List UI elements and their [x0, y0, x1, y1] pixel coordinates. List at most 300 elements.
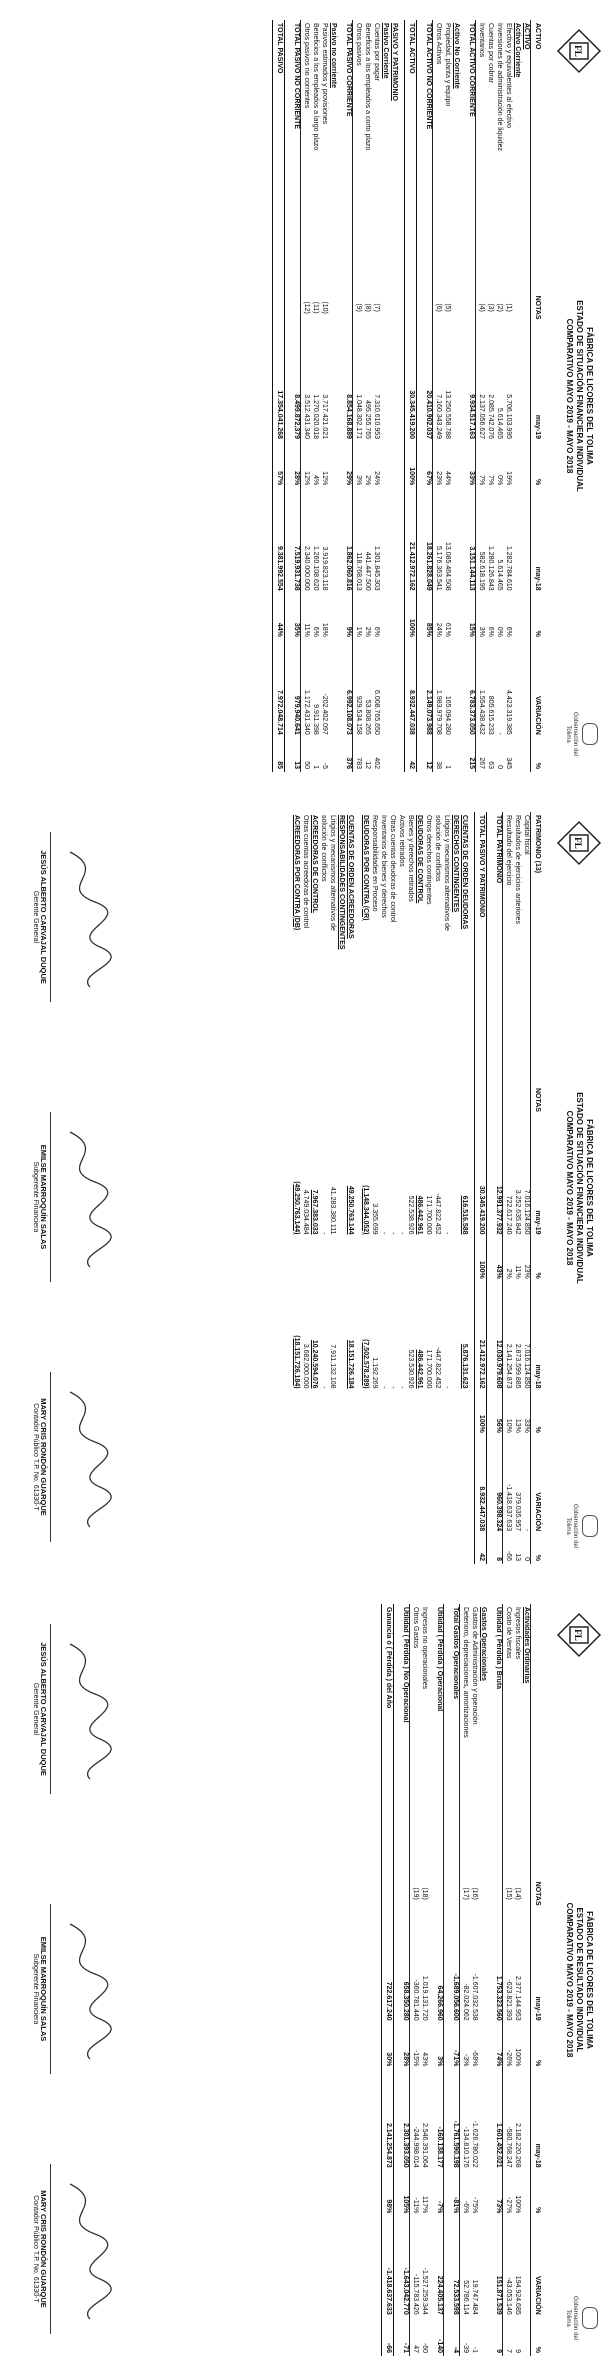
- cell-var: 979.940.641: [291, 640, 301, 738]
- report-subtitle: ESTADO DE SITUACIÓN FINANCIERA INDIVIDUAL: [575, 1092, 584, 1284]
- cell-p2: [459, 1392, 468, 1436]
- cell-var: 165.094.280: [444, 695, 452, 735]
- cell-p2: [318, 1392, 327, 1436]
- cell-pv: [428, 2318, 434, 2356]
- cell-p1: [521, 442, 531, 488]
- cell-nota: [343, 279, 353, 337]
- cell-var: 19.747.484: [471, 2279, 479, 2315]
- cell-var: [432, 1436, 441, 1534]
- cell-v2: 18.261.828.049: [423, 488, 433, 594]
- cell-p2: 11%: [303, 623, 311, 637]
- cell-pv: 13: [291, 738, 301, 772]
- cell-var: [396, 1436, 405, 1534]
- government-logo: Gobernación del Tolima: [564, 1496, 598, 1556]
- cell-nota: [327, 1072, 336, 1128]
- cell-v1: -82.024.062: [462, 1983, 470, 2021]
- cell-v2: -: [380, 1386, 388, 1389]
- cell-v2: 486.442.961: [416, 1349, 424, 1389]
- table-row: [466, 20, 476, 772]
- cell-nota: [459, 1072, 468, 1128]
- table-row: [362, 20, 371, 772]
- cell-p1: [378, 1238, 387, 1282]
- cell-nota: [387, 1072, 396, 1128]
- column-header: may-19: [531, 1128, 542, 1238]
- cell-v2: 1.301.845.303: [373, 545, 381, 591]
- report-subtitle: ESTADO DE RESULTADO INDIVIDUAL: [575, 1907, 584, 2053]
- cell-nota: (5): [444, 303, 452, 312]
- cell-v1: 3.717.421.021: [321, 394, 329, 440]
- cell-pv: [336, 1534, 345, 1564]
- cell-p2: [328, 594, 337, 640]
- column-header: [531, 1604, 542, 1865]
- cell-p2: -7%: [434, 2171, 444, 2217]
- table-row: [354, 812, 360, 1564]
- table-row: [405, 812, 414, 1564]
- table-row: [512, 812, 521, 1564]
- cell-v1: [394, 1922, 401, 2023]
- cell-v1: [512, 337, 521, 443]
- cell-pv: -4: [450, 2318, 460, 2356]
- cell-p2: -27%: [505, 2197, 513, 2214]
- rotated-sheet: [0, 1584, 612, 2376]
- column-header: %: [531, 2171, 542, 2217]
- row-label: [487, 812, 494, 1072]
- cell-p1: [396, 1238, 405, 1282]
- cell-nota: [503, 1072, 513, 1128]
- table-row: [309, 812, 318, 1564]
- cell-p1: 11%: [514, 1265, 522, 1279]
- cell-var: 805.615.233: [487, 695, 495, 735]
- cell-v1: 2.085.742.076: [487, 394, 495, 440]
- cell-p2: [369, 1392, 378, 1436]
- row-label: Pasivo Corriente: [382, 23, 390, 79]
- signer-role: Subgerente Financiera: [31, 1161, 39, 1233]
- column-header: %: [531, 1392, 542, 1436]
- cell-pv: [337, 738, 343, 772]
- table-row: [442, 20, 451, 772]
- cell-nota: [273, 279, 285, 337]
- table-row: [503, 1604, 513, 2356]
- table-row: [451, 20, 460, 772]
- cell-v2: 118.768.013: [355, 552, 363, 591]
- cell-v2: [478, 2069, 487, 2170]
- cell-p1: 4%: [312, 475, 320, 486]
- row-label: TOTAL ACTIVO NO CORRIENTE: [423, 20, 433, 279]
- cell-p1: [309, 1238, 318, 1282]
- cell-v2: [487, 2069, 493, 2170]
- cell-v1: [398, 337, 405, 443]
- cell-p2: [336, 1392, 345, 1436]
- cell-nota: [389, 279, 398, 337]
- cell-p2: -81%: [450, 2171, 460, 2217]
- cell-pv: 42: [475, 1534, 487, 1564]
- cell-var: -202.402.097: [321, 693, 329, 735]
- cell-nota: (15): [505, 1887, 513, 1900]
- column-header: %: [531, 2024, 542, 2070]
- cell-var: 4.423.319.385: [505, 690, 513, 735]
- cell-v2: 2.141.254.873: [382, 2069, 394, 2170]
- cell-p2: [432, 1392, 441, 1436]
- cell-nota: [328, 279, 337, 337]
- cell-var: [369, 1436, 378, 1534]
- row-label: Utilidad ( Pérdida ) Operacional: [434, 1604, 444, 1865]
- cell-p1: [468, 1238, 475, 1282]
- cell-var: [451, 640, 460, 738]
- svg-text:FL: FL: [573, 837, 583, 849]
- cell-p2: [414, 1392, 423, 1436]
- cell-nota: [336, 1072, 345, 1128]
- cell-var: [291, 1436, 300, 1534]
- report-period: COMPARATIVO MAYO 2019 - MAYO 2018: [565, 1110, 574, 1266]
- column-header: %: [531, 2318, 542, 2356]
- row-label: Otros Gastos: [412, 1607, 420, 1649]
- cell-nota: (6): [435, 303, 443, 312]
- cell-nota: [444, 1865, 451, 1922]
- cell-var: 52.786.114: [462, 2280, 470, 2315]
- cell-p1: 100%: [405, 442, 417, 488]
- table-row: [487, 1604, 493, 2356]
- cell-p1: [336, 1238, 345, 1282]
- cell-v1: 7.967.383.033: [311, 1189, 319, 1235]
- cell-v2: [512, 488, 521, 594]
- cell-v2: 2.301.393.050: [400, 2069, 410, 2170]
- signature-line: [50, 1372, 51, 1542]
- cell-var: 7.972.048.714: [273, 640, 285, 738]
- report-header: [564, 0, 594, 792]
- cell-pv: [441, 1534, 450, 1564]
- signer-role: Subgerente Financiera: [31, 1953, 39, 2025]
- cell-pv: 7: [505, 2349, 513, 2353]
- page-balance: [0, 0, 612, 792]
- row-label: Bienes y derechos retirados: [407, 815, 415, 902]
- row-label: solución de conflictos: [320, 815, 328, 882]
- row-label: [354, 812, 360, 1072]
- cell-v1: 8.499.872.379: [291, 337, 301, 443]
- signature-line: [50, 832, 51, 1002]
- cell-nota: [450, 1865, 460, 1922]
- cell-var: [478, 2216, 487, 2317]
- table-row: [450, 812, 459, 1564]
- cell-pv: -1: [471, 2346, 479, 2353]
- cell-v1: 722.617.240: [505, 1195, 513, 1235]
- cell-p2: [309, 1392, 318, 1436]
- cell-p1: [487, 1238, 494, 1282]
- table-row: [285, 20, 292, 772]
- cell-p2: [354, 1392, 360, 1436]
- cell-p2: 33%: [523, 1418, 531, 1433]
- cell-var: [300, 1436, 309, 1534]
- cell-v1: [337, 337, 343, 443]
- cell-p2: [360, 1392, 369, 1436]
- cell-p2: [468, 1392, 475, 1436]
- cell-p2: [521, 594, 531, 640]
- cell-v2: 1.192.269: [371, 1357, 379, 1389]
- cell-pv: [459, 1534, 468, 1564]
- cell-pv: 783: [355, 757, 363, 769]
- cell-p1: 24%: [373, 471, 381, 486]
- table-row: [328, 20, 337, 772]
- cell-pv: [360, 1534, 369, 1564]
- cell-pv: [328, 738, 337, 772]
- cell-var: 72.533.598: [450, 2216, 460, 2317]
- cell-var: -: [496, 732, 504, 735]
- cell-var: -1.527.259.344: [421, 2267, 429, 2315]
- cell-nota: [521, 1865, 531, 1922]
- svg-text:FL: FL: [573, 1629, 583, 1641]
- cell-v1: 658.350.280: [400, 1922, 410, 2023]
- cell-pv: [354, 1534, 360, 1564]
- cell-v2: 582.618.195: [478, 551, 486, 591]
- handwritten-signature-icon: [55, 1382, 115, 1532]
- row-label: TOTAL PASIVO CORRIENTE: [343, 20, 353, 279]
- cell-var: [398, 640, 405, 738]
- cell-nota: [441, 1072, 450, 1128]
- table-row: [476, 20, 486, 772]
- row-label: Cuentas por cobrar: [487, 23, 495, 83]
- row-label: ACTIVO: [523, 23, 531, 50]
- cell-p2: 3%: [478, 626, 486, 637]
- cell-v1: [521, 337, 531, 443]
- cell-p1: 30%: [382, 2024, 394, 2070]
- cell-p2: [451, 594, 460, 640]
- cell-p1: [380, 442, 389, 488]
- row-label: Cuentas por pagar: [373, 23, 381, 81]
- row-label: Deterioro, depreciaciones, amortizaciones: [462, 1607, 470, 1738]
- cell-p1: 3%: [355, 475, 363, 486]
- cell-v2: 7.519.931.738: [291, 488, 301, 594]
- cell-p1: [512, 442, 521, 488]
- cell-p1: [291, 1238, 300, 1282]
- cell-p2: 73%: [493, 2171, 503, 2217]
- cell-v1: 41.283.380.111: [329, 1186, 337, 1235]
- table-row: [345, 812, 354, 1564]
- cell-nota: [493, 1865, 503, 1922]
- table-row: [319, 20, 328, 772]
- cell-pv: 1: [312, 765, 320, 769]
- table-row: [353, 20, 363, 772]
- cell-pv: -140: [434, 2318, 444, 2356]
- cell-v1: [444, 1922, 451, 2023]
- cell-p1: 43%: [493, 1238, 503, 1282]
- cell-v1: [460, 337, 466, 443]
- cell-v2: 7.016.124.850: [523, 1343, 531, 1389]
- cell-p1: 23%: [523, 1264, 531, 1279]
- cell-nota: [475, 1072, 487, 1128]
- table-row: [291, 20, 301, 772]
- row-label: Total Gastos Operacionales: [450, 1604, 460, 1865]
- cell-pv: 63: [487, 761, 495, 769]
- cell-v1: (49.250.763.144): [293, 1181, 301, 1235]
- table-row: [371, 20, 380, 772]
- row-label: Otras cuentas deudoras de control: [389, 815, 397, 923]
- table-row: [494, 20, 503, 772]
- table-row: [396, 812, 405, 1564]
- cell-pv: [478, 2318, 487, 2356]
- cell-v2: 2.340.000.000: [303, 545, 311, 591]
- signature-line: [50, 2164, 51, 2334]
- column-header: %: [531, 1534, 542, 1564]
- cell-var: 2.149.073.988: [423, 640, 433, 738]
- cell-p2: 100%: [405, 594, 417, 640]
- cell-pv: [387, 1534, 396, 1564]
- cell-pv: [451, 738, 460, 772]
- cell-p1: [405, 1238, 414, 1282]
- cell-nota: [450, 1072, 459, 1128]
- row-label: TOTAL PASIVO NO CORRIENTE: [291, 20, 301, 279]
- cell-var: [460, 640, 466, 738]
- table-row: [487, 812, 494, 1564]
- cell-pv: 376: [343, 738, 353, 772]
- cell-v1: 13.250.558.788: [444, 390, 452, 440]
- cell-pv: 8: [493, 1534, 503, 1564]
- cell-var: 9.911.398: [312, 704, 320, 735]
- cell-pv: [309, 1534, 318, 1564]
- cell-p2: [387, 1392, 396, 1436]
- cell-v1: [417, 337, 424, 443]
- cell-var: 6.992.108.073: [343, 640, 353, 738]
- cell-p1: [369, 1238, 378, 1282]
- cell-nota: (2): [496, 303, 504, 312]
- cell-p1: [354, 1238, 360, 1282]
- cell-p1: 23%: [435, 471, 443, 486]
- cell-v1: 3.252.635.842: [514, 1189, 522, 1235]
- cell-v2: 3.919.823.118: [321, 546, 329, 591]
- cell-p1: 0%: [496, 475, 504, 486]
- cell-p1: 67%: [423, 442, 433, 488]
- cell-p2: 117%: [421, 2195, 429, 2214]
- table-row: [428, 1604, 434, 2356]
- cell-nota: [478, 1865, 487, 1922]
- cell-var: [521, 640, 531, 738]
- cell-pv: [291, 1534, 300, 1564]
- cell-nota: [318, 1072, 327, 1128]
- cell-p2: 56%: [493, 1392, 503, 1436]
- cell-v2: -580.768.247: [505, 2126, 513, 2168]
- cell-v1: 49.250.763.144: [347, 1185, 355, 1235]
- rotated-sheet: [0, 792, 612, 1584]
- cell-p1: [389, 442, 398, 488]
- cell-nota: (9): [355, 303, 363, 312]
- cell-nota: [417, 279, 424, 337]
- cell-p2: 85%: [423, 594, 433, 640]
- report-title: FÁBRICA DE LICORES DEL TOLIMA: [585, 1119, 594, 1257]
- cell-p1: [398, 442, 405, 488]
- column-header: VARIACIÓN: [531, 2216, 542, 2317]
- column-header: NOTAS: [531, 279, 542, 337]
- cell-v1: -447.822.452: [434, 1193, 442, 1235]
- cell-v1: 5.706.103.995: [505, 394, 513, 440]
- row-label: [444, 1604, 451, 1865]
- cell-v2: -160.138.177: [434, 2069, 444, 2170]
- cell-nota: [337, 279, 343, 337]
- row-label: Otros Activos: [435, 23, 443, 65]
- signature: [30, 2164, 115, 2334]
- cell-pv: 9: [514, 2349, 522, 2353]
- cell-nota: (1): [505, 303, 513, 312]
- table-row: [405, 20, 417, 772]
- cell-v1: 3.355.699: [371, 1203, 379, 1235]
- row-label: Ingresos no operacionales: [421, 1607, 429, 1690]
- cell-pv: 42: [405, 738, 417, 772]
- shield-icon: [582, 723, 598, 745]
- cell-var: [309, 1436, 318, 1534]
- report-header: [564, 792, 594, 1584]
- handwritten-signature-icon: [55, 1914, 115, 2064]
- cell-p2: [460, 594, 466, 640]
- cell-p2: -75%: [471, 2197, 479, 2214]
- cell-nota: [291, 279, 301, 337]
- cell-nota: [493, 1072, 503, 1128]
- signer-role: Gerente General: [31, 890, 39, 944]
- cell-v2: 13.085.464.508: [444, 542, 452, 591]
- cell-v1: 7.016.124.850: [523, 1189, 531, 1235]
- table-row: [336, 812, 345, 1564]
- cell-var: [405, 1436, 414, 1534]
- cell-p1: -3%: [462, 2053, 470, 2067]
- cell-p2: [405, 1392, 414, 1436]
- cell-p1: [451, 442, 460, 488]
- cell-p2: [417, 594, 424, 640]
- cell-var: [354, 1436, 360, 1534]
- cell-var: -: [523, 1528, 531, 1532]
- table-row: [310, 20, 319, 772]
- cell-v1: 522.538.926: [407, 1195, 415, 1235]
- cell-var: 224.405.137: [434, 2216, 444, 2317]
- table-row: [503, 812, 513, 1564]
- row-label: Utilidad ( Pérdida ) No Operacional: [400, 1604, 410, 1865]
- cell-v2: [444, 2069, 451, 2170]
- row-label: Capital fiscal: [523, 815, 531, 855]
- cell-p2: 9%: [343, 594, 353, 640]
- row-label: [285, 20, 292, 279]
- row-label: [337, 20, 343, 279]
- cell-v2: 1.282.784.610: [505, 545, 513, 591]
- cell-var: -1.418.637.633: [505, 1484, 513, 1532]
- cell-var: 379.035.957: [514, 1492, 522, 1532]
- cell-nota: [300, 1072, 309, 1128]
- cell-pv: [487, 1534, 494, 1564]
- cell-v1: 20.410.902.037: [423, 337, 433, 443]
- cell-nota: [345, 1072, 354, 1128]
- cell-var: [387, 1436, 396, 1534]
- cell-p1: -68%: [471, 2049, 479, 2067]
- cell-p2: [478, 2171, 487, 2217]
- cell-nota: (4): [478, 303, 486, 312]
- cell-p2: [394, 2171, 401, 2217]
- signer-name: EMILSE MARROQUÍN SALAS: [39, 1144, 49, 1250]
- cell-pv: [378, 1534, 387, 1564]
- cell-p2: [285, 594, 292, 640]
- row-label: Actividades Ordinarias: [523, 1607, 531, 1684]
- cell-v1: 8.854.168.889: [343, 337, 353, 443]
- cell-v1: [478, 1922, 487, 2023]
- table-row: [521, 812, 531, 1564]
- signature: [30, 1372, 115, 1542]
- cell-nota: (11): [312, 301, 320, 314]
- cell-p1: 100%: [475, 1238, 487, 1282]
- row-label: TOTAL PATRIMONIO: [493, 812, 503, 1072]
- cell-v2: 7.911.132.108: [329, 1344, 337, 1389]
- cell-p2: [512, 594, 521, 640]
- cell-v1: 1.753.323.560: [493, 1922, 503, 2023]
- cell-var: 1.554.438.432: [478, 690, 486, 735]
- cell-var: [487, 2216, 493, 2317]
- cell-v1: 4.749.034.484: [302, 1189, 310, 1235]
- signature-line: [50, 1904, 51, 2074]
- signer-name: JESÚS ALBERTO CARVAJAL DUQUE: [39, 1642, 49, 1776]
- cell-var: 1.172.431.340: [303, 690, 311, 735]
- cell-v2: -: [398, 1386, 406, 1389]
